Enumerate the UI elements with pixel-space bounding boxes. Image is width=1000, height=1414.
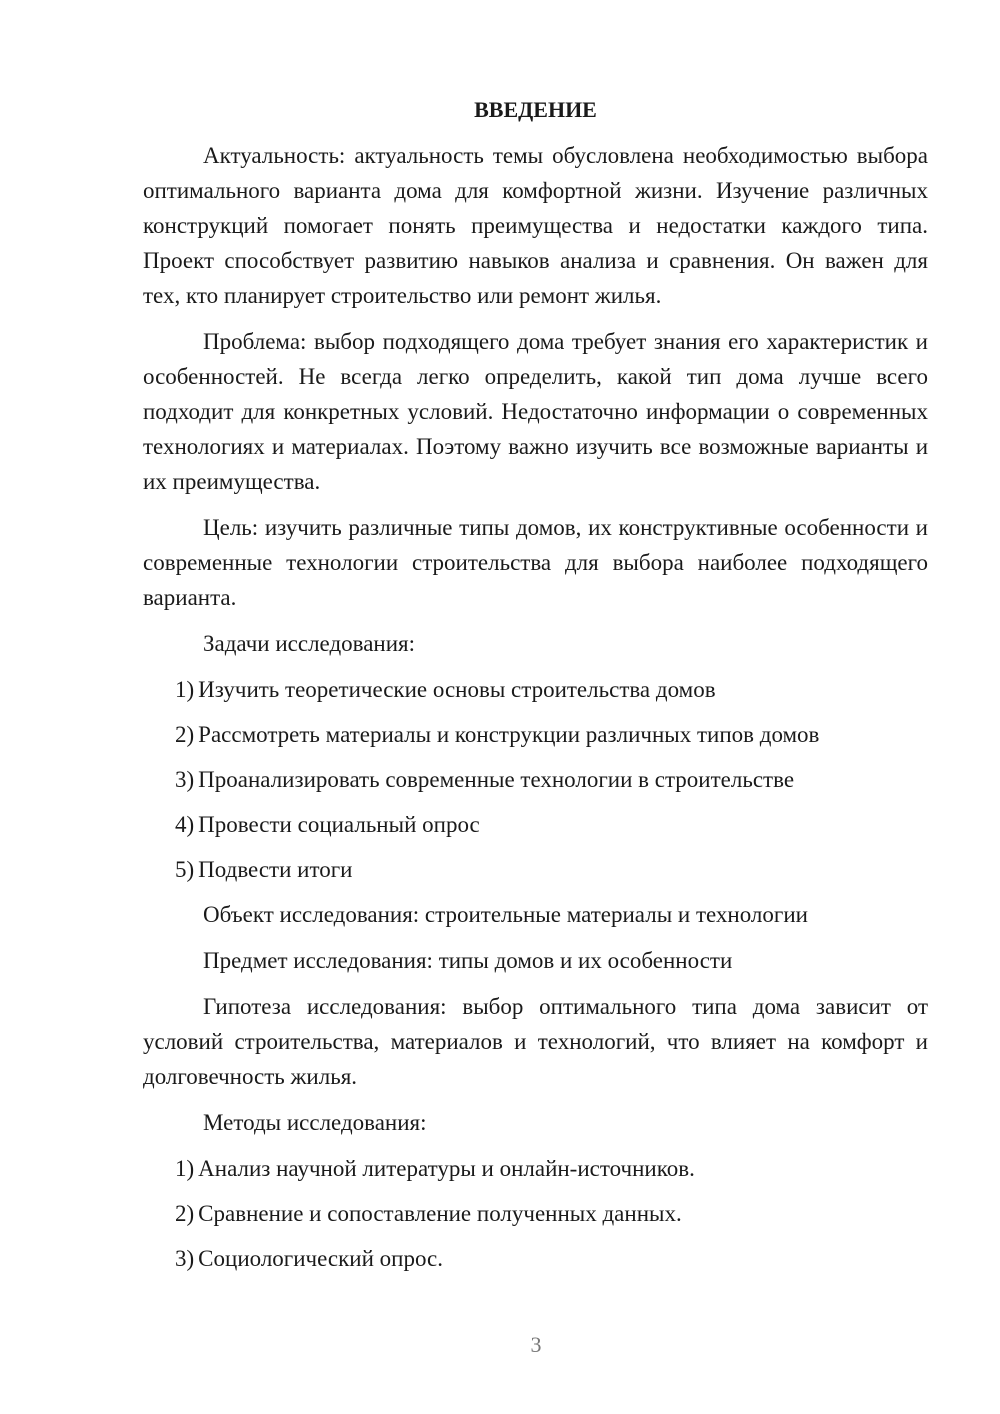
list-item-number: 2) [175, 722, 195, 747]
list-item [143, 1196, 928, 1231]
list-item-number: 1) [175, 1156, 195, 1181]
list-item-number: 1) [175, 677, 195, 702]
list-item-number: 5) [175, 857, 195, 882]
list-item-number: 4) [175, 812, 195, 837]
list-item [143, 672, 928, 707]
tasks-list [143, 672, 928, 887]
hypothesis-paragraph: Гипотеза исследования: выбор оптимального типа дома зависит от условий строительства, материалов и технологий, что влияет на комфорт и долговечность жилья. [143, 994, 928, 1089]
object-paragraph: Объект исследования: строительные материалы и технологии [203, 902, 808, 927]
list-item [143, 852, 928, 887]
list-item [143, 762, 928, 797]
page-title: ВВЕДЕНИЕ [474, 97, 597, 122]
page-number: 3 [530, 1332, 542, 1357]
problem-paragraph: Проблема: выбор подходящего дома требует знания его характеристик и особенностей. Не всегда легко определить, какой тип дома лучше всего подходит для конкретных условий. Недостаточно информации о современных технологиях и материалах. Поэтому важно изучить все возможные варианты и их преимущества. [143, 329, 928, 494]
goal-paragraph: Цель: изучить различные типы домов, их конструктивные особенности и современные технологии строительства для выбора наиболее подходящего варианта. [143, 515, 928, 610]
list-item [143, 1151, 928, 1186]
list-item [143, 1241, 928, 1276]
subject-paragraph: Предмет исследования: типы домов и их особенности [203, 948, 733, 973]
methods-list [143, 1151, 928, 1276]
list-item-text: Подвести итоги [198, 857, 353, 882]
list-item-text: Провести социальный опрос [198, 812, 480, 837]
page-content [143, 92, 928, 1286]
list-item [143, 807, 928, 842]
list-item-number: 3) [175, 1246, 195, 1271]
list-item [143, 717, 928, 752]
relevance-paragraph: Актуальность: актуальность темы обусловлена необходимостью выбора оптимального варианта дома для комфортной жизни. Изучение различных конструкций помогает понять преимущества и недостатки каждого типа. Проект способствует развитию навыков анализа и сравнения. Он важен для тех, кто планирует строительство или ремонт жилья. [143, 143, 928, 308]
list-item-number: 2) [175, 1201, 195, 1226]
list-item-text: Социологический опрос. [198, 1246, 443, 1271]
list-item-text: Проанализировать современные технологии в строительстве [198, 767, 795, 792]
list-item-text: Анализ научной литературы и онлайн-источников. [198, 1156, 695, 1181]
tasks-title: Задачи исследования: [203, 631, 416, 656]
list-item-text: Сравнение и сопоставление полученных данных. [198, 1201, 682, 1226]
methods-title: Методы исследования: [203, 1110, 427, 1135]
list-item-text: Изучить теоретические основы строительства домов [198, 677, 716, 702]
list-item-number: 3) [175, 767, 195, 792]
list-item-text: Рассмотреть материалы и конструкции различных типов домов [198, 722, 820, 747]
